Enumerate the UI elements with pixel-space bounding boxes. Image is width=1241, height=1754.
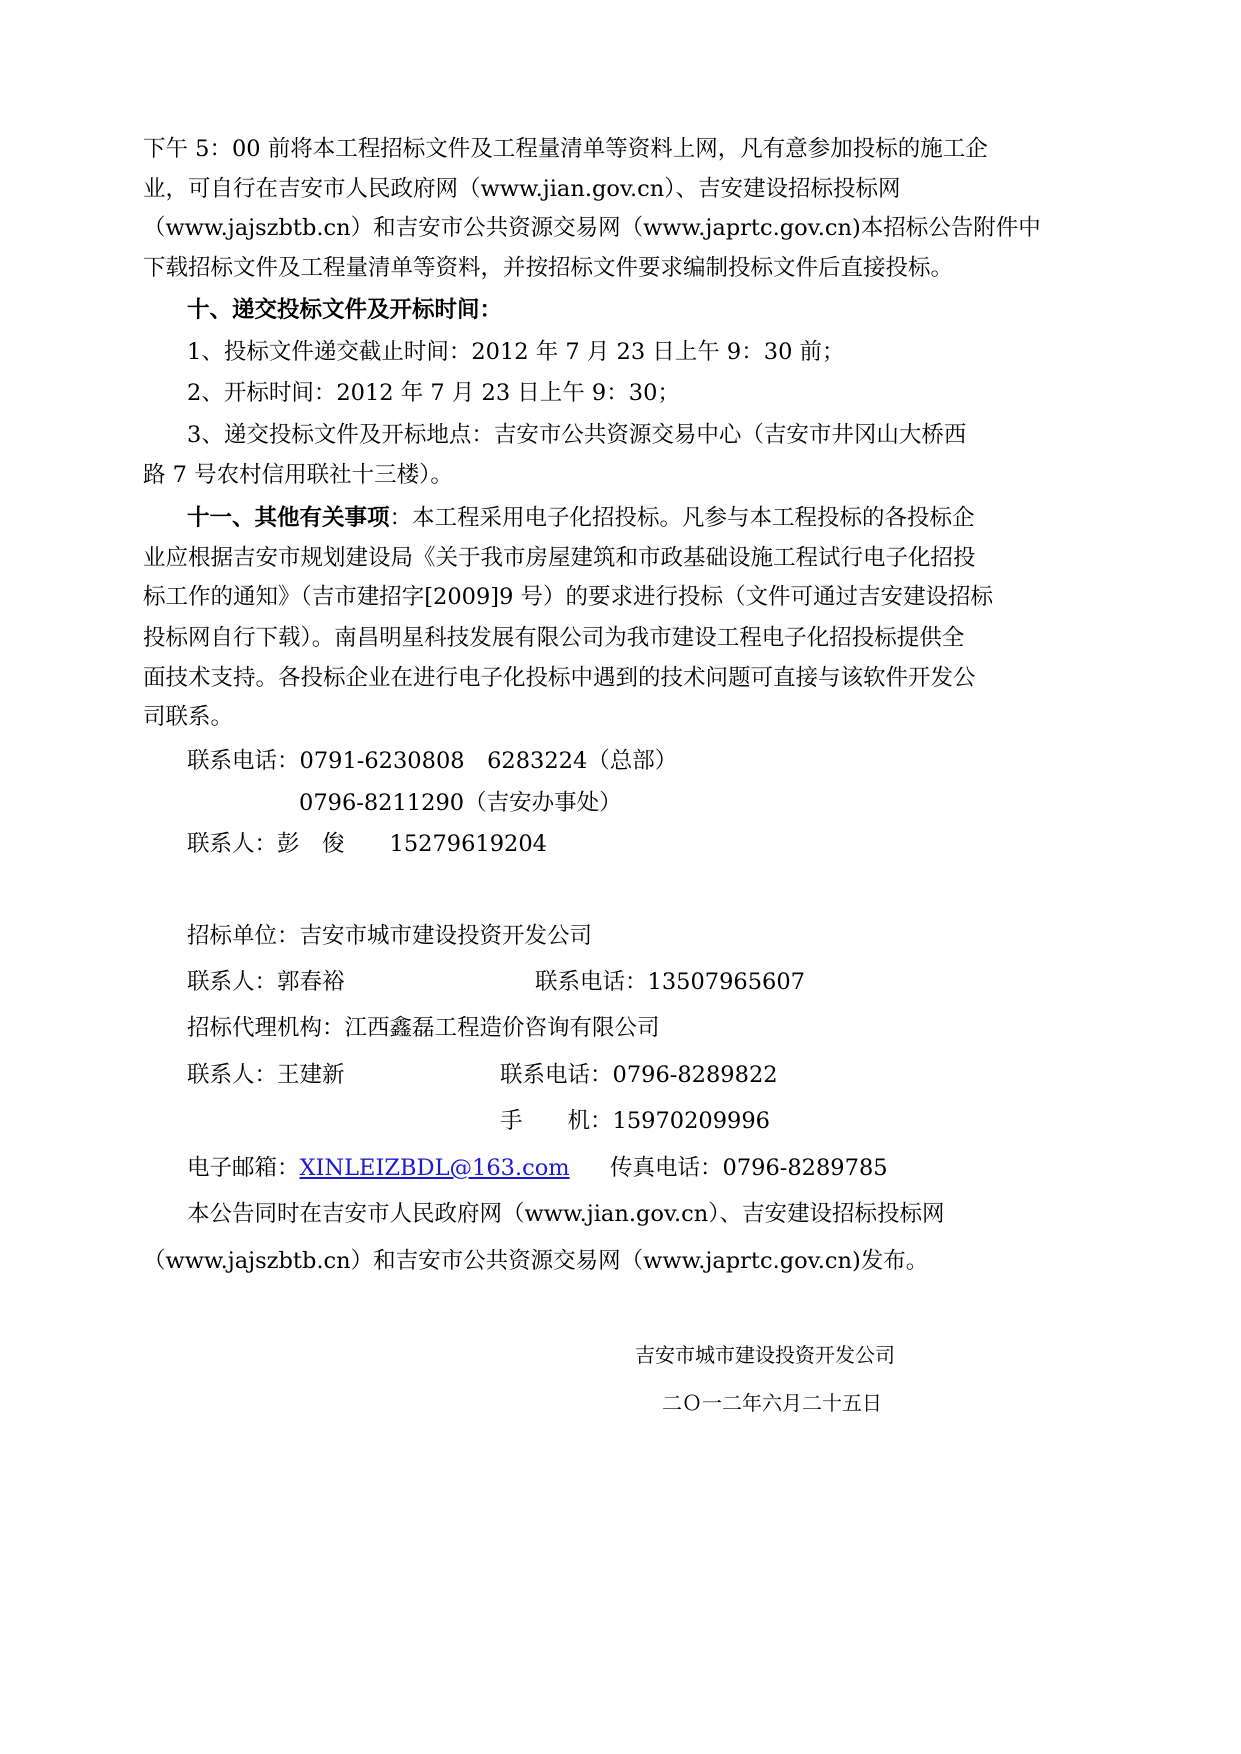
email-link[interactable]: XINLEIZBDL@163.com xyxy=(299,1155,570,1181)
agency-mobile: 手 机：15970209996 xyxy=(500,1108,770,1134)
section-heading: 十一、其他有关事项 xyxy=(187,505,390,531)
contact-phone-2: 0796-8211290（吉安办事处） xyxy=(299,790,622,816)
list-item: 路 7 号农村信用联社十三楼）。 xyxy=(143,462,453,488)
para-line: （www.jajszbtb.cn）和吉安市公共资源交易网（www.japrtc.gov.cn)本招标公告附件中 xyxy=(143,215,1041,241)
para-line: 业应根据吉安市规划建设局《关于我市房屋建筑和市政基础设施工程试行电子化招投 xyxy=(143,545,976,571)
para-text: ：本工程采用电子化招投标。凡参与本工程投标的各投标企 xyxy=(389,505,975,531)
signature-org: 吉安市城市建设投资开发公司 xyxy=(635,1343,895,1367)
email-row xyxy=(187,1153,570,1183)
para-line: 业，可自行在吉安市人民政府网（www.jian.gov.cn）、吉安建设招标投标网 xyxy=(143,176,901,202)
para-line: 投标网自行下载）。南昌明星科技发展有限公司为我市建设工程电子化招投标提供全 xyxy=(143,625,965,651)
list-item: 2、开标时间：2012 年 7 月 23 日上午 9：30； xyxy=(187,380,680,406)
para-line: 下载招标文件及工程量清单等资料，并按招标文件要求编制投标文件后直接投标。 xyxy=(143,255,954,281)
signature-date: 二Ｏ一二年六月二十五日 xyxy=(662,1391,882,1415)
para-line: 标工作的通知》（吉市建招字[2009]9 号）的要求进行投标（文件可通过吉安建设招标 xyxy=(143,584,994,610)
publish-line: 本公告同时在吉安市人民政府网（www.jian.gov.cn）、吉安建设招标投标网 xyxy=(187,1201,945,1227)
email-label: 电子邮箱： xyxy=(187,1155,300,1181)
list-item: 1、投标文件递交截止时间：2012 年 7 月 23 日上午 9：30 前； xyxy=(187,339,845,365)
tender-phone: 联系电话：13507965607 xyxy=(535,969,805,995)
section-11-first-line xyxy=(187,503,975,533)
publish-line: （www.jajszbtb.cn）和吉安市公共资源交易网（www.japrtc.gov.cn)发布。 xyxy=(143,1248,929,1274)
fax-number: 传真电话：0796-8289785 xyxy=(610,1155,888,1181)
tender-unit: 招标单位：吉安市城市建设投资开发公司 xyxy=(187,923,593,949)
contact-phone: 联系电话：0791-6230808 6283224（总部） xyxy=(187,748,678,774)
para-line: 面技术支持。各投标企业在进行电子化投标中遇到的技术问题可直接与该软件开发公 xyxy=(143,665,976,691)
agency-person: 联系人：王建新 xyxy=(187,1062,345,1088)
para-line: 司联系。 xyxy=(143,704,234,730)
para-line: 下午 5：00 前将本工程招标文件及工程量清单等资料上网，凡有意参加投标的施工企 xyxy=(143,136,988,162)
section-heading: 十、递交投标文件及开标时间： xyxy=(187,297,503,323)
contact-person: 联系人：彭 俊 15279619204 xyxy=(187,831,547,857)
agency-phone: 联系电话：0796-8289822 xyxy=(500,1062,778,1088)
agency-name: 招标代理机构：江西鑫磊工程造价咨询有限公司 xyxy=(187,1015,660,1041)
list-item: 3、递交投标文件及开标地点：吉安市公共资源交易中心（吉安市井冈山大桥西 xyxy=(187,422,967,448)
tender-person: 联系人：郭春裕 xyxy=(187,969,345,995)
